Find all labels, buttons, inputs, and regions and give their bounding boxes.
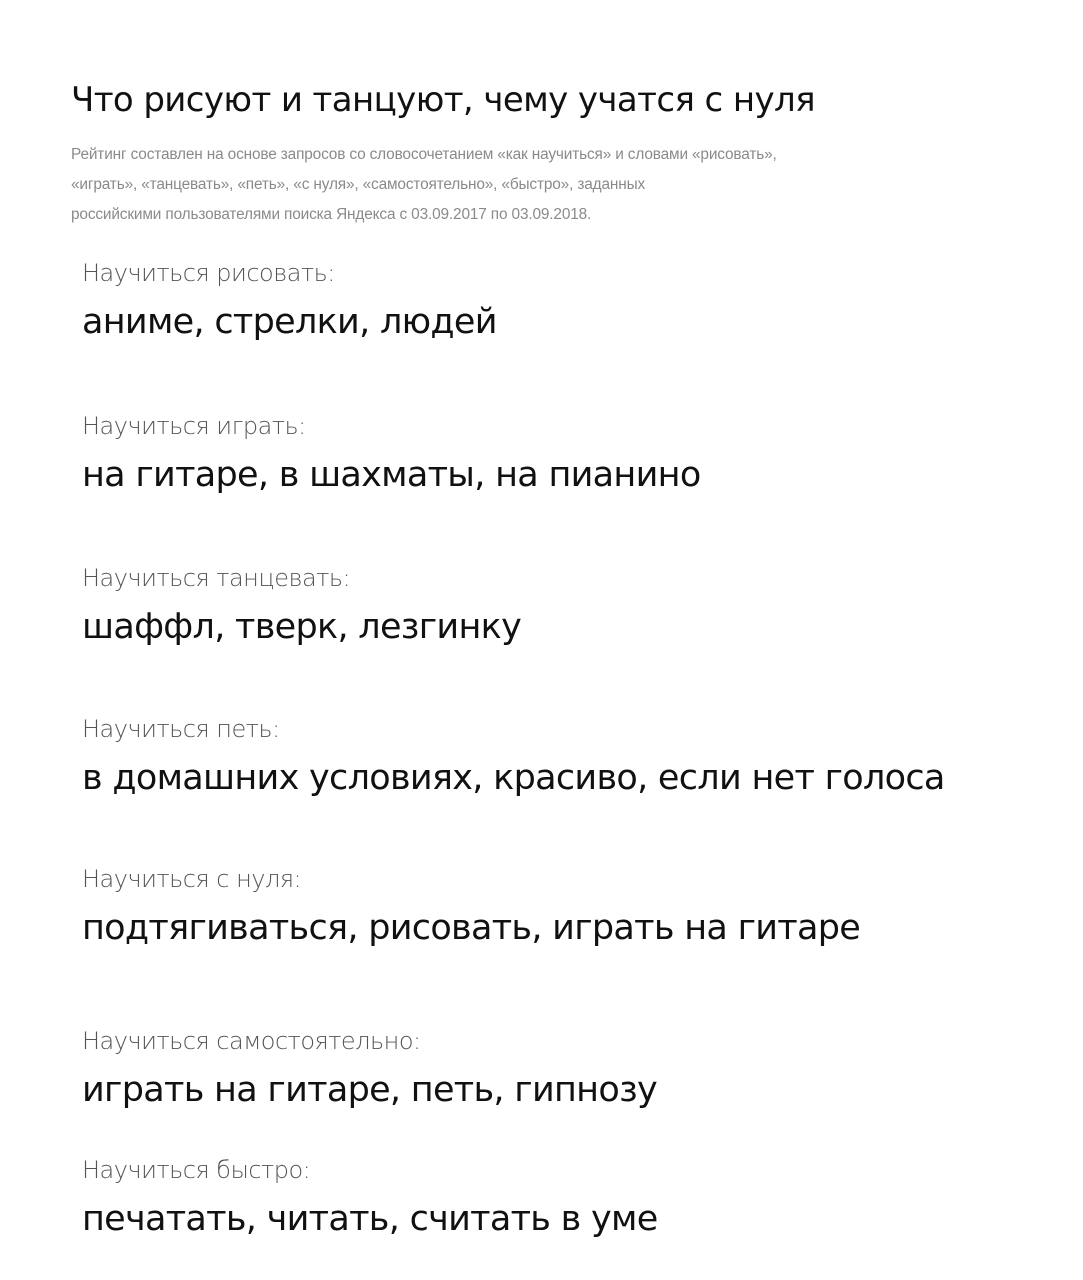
section-label: Научиться играть: bbox=[82, 412, 306, 440]
section-value: шаффл, тверк, лезгинку bbox=[82, 607, 522, 647]
section-label: Научиться танцевать: bbox=[82, 564, 351, 592]
section-play bbox=[82, 408, 1062, 500]
section-label: Научиться петь: bbox=[82, 715, 280, 743]
section-label: Научиться с нуля: bbox=[82, 865, 302, 893]
section-self-taught bbox=[82, 1023, 1062, 1115]
section-draw bbox=[82, 255, 1062, 347]
section-from-scratch bbox=[82, 861, 1062, 953]
section-value: на гитаре, в шахматы, на пианино bbox=[82, 455, 701, 495]
section-value: в домашних условиях, красиво, если нет голоса bbox=[82, 758, 945, 798]
description-line: Рейтинг составлен на основе запросов со словосочетанием «как научиться» и словами «рисовать», bbox=[71, 146, 777, 163]
description-line: «играть», «танцевать», «петь», «с нуля», «самостоятельно», «быстро», заданных bbox=[71, 176, 646, 193]
section-sing bbox=[82, 711, 1062, 803]
description-line: российскими пользователями поиска Яндекса с 03.09.2017 по 03.09.2018. bbox=[71, 206, 592, 223]
page-title: Что рисуют и танцуют, чему учатся с нуля bbox=[71, 80, 815, 120]
section-dance bbox=[82, 560, 1062, 652]
rating-description bbox=[71, 140, 1061, 230]
section-fast bbox=[82, 1152, 1062, 1244]
section-value: подтягиваться, рисовать, играть на гитаре bbox=[82, 908, 861, 948]
section-value: печатать, читать, считать в уме bbox=[82, 1199, 658, 1239]
section-label: Научиться рисовать: bbox=[82, 259, 335, 287]
section-value: играть на гитаре, петь, гипнозу bbox=[82, 1070, 657, 1110]
section-label: Научиться самостоятельно: bbox=[82, 1027, 421, 1055]
section-label: Научиться быстро: bbox=[82, 1156, 311, 1184]
section-value: аниме, стрелки, людей bbox=[82, 302, 497, 342]
